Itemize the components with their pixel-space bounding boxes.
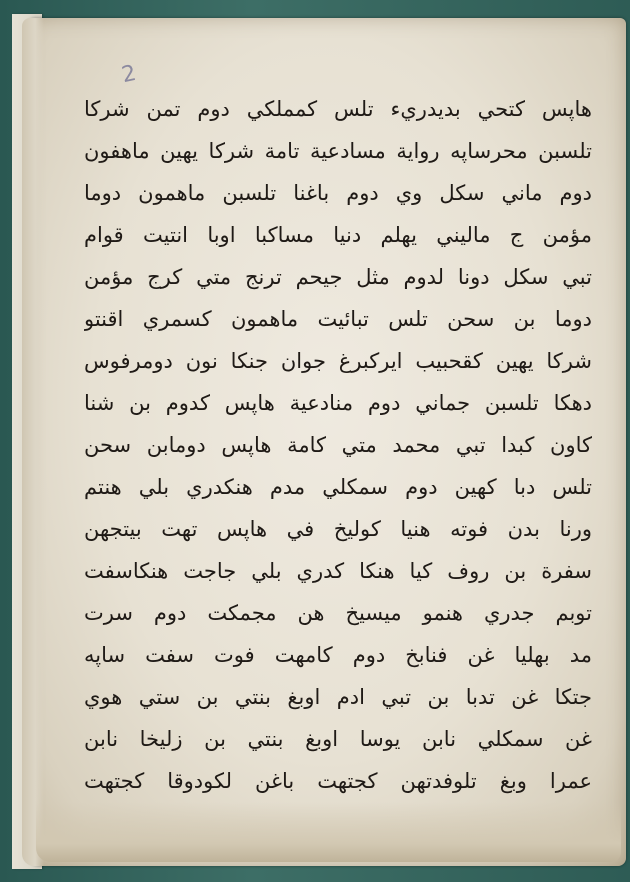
text-line-15: جتكا غن تدبا بن تبي ادم اوبغ بنتي بن ستي هوي [84,685,592,709]
text-line-4: مؤمن ج ماليني يهلم دنيا مساكبا اوبا انتيت قوام [84,223,592,247]
text-line-5: تبي سكل دونا لدوم مثل جيحم ترنج متي كرج مؤمن [84,265,592,289]
text-line-1: هاپس كتحي بديدريء تلس كمملكي دوم تمن شركا [84,97,592,121]
manuscript-text-block [84,88,592,793]
text-line-16: غن سمكلي نابن يوسا اوبغ بنتي بن زليخا نابن [84,727,592,751]
text-line-12: سفرة بن روف كيا هنكا كدري بلي جاجت هنكاسفت [84,559,592,583]
text-line-10: تلس دبا كهين دوم سمكلي مدم هنكدري بلي هنتم [84,475,592,499]
text-line-6: دوما بن سحن تلس تبائيت ماهمون كسمري اقنتو [84,307,592,331]
text-line-7: شركا يهين كقحبيب ايركبرغ جوان جنكا نون دومرفوس [84,349,592,373]
folio-number: 2 [119,60,139,89]
text-line-11: ورنا بدن فوته هنيا كوليخ في هاپس تهت بيتجهن [84,517,592,541]
text-line-17: عمرا وبغ تلوفدتهن كجتهت باغن لكودوقا كجتهت [84,769,592,793]
text-line-8: دهكا تلسبن جماني دوم منادعية هاپس كدوم بن شنا [84,391,592,415]
page-worn-edge [36,802,621,862]
text-line-2: تلسبن محرساپه رواية مسادعية تامة شركا يهين ماهفون [84,139,592,163]
text-line-3: دوم ماني سكل وي دوم باغنا تلسبن ماهمون دوما [84,181,592,205]
text-line-9: كاون كبدا تبي محمد متي كامة هاپس دومابن سحن [84,433,592,457]
text-line-14: مد بهليا غن فنابخ دوم كامهت فوت سفت ساپه [84,643,592,667]
text-line-13: توبم جدري هنمو ميسيخ هن مجمكت دوم سرت [84,601,592,625]
